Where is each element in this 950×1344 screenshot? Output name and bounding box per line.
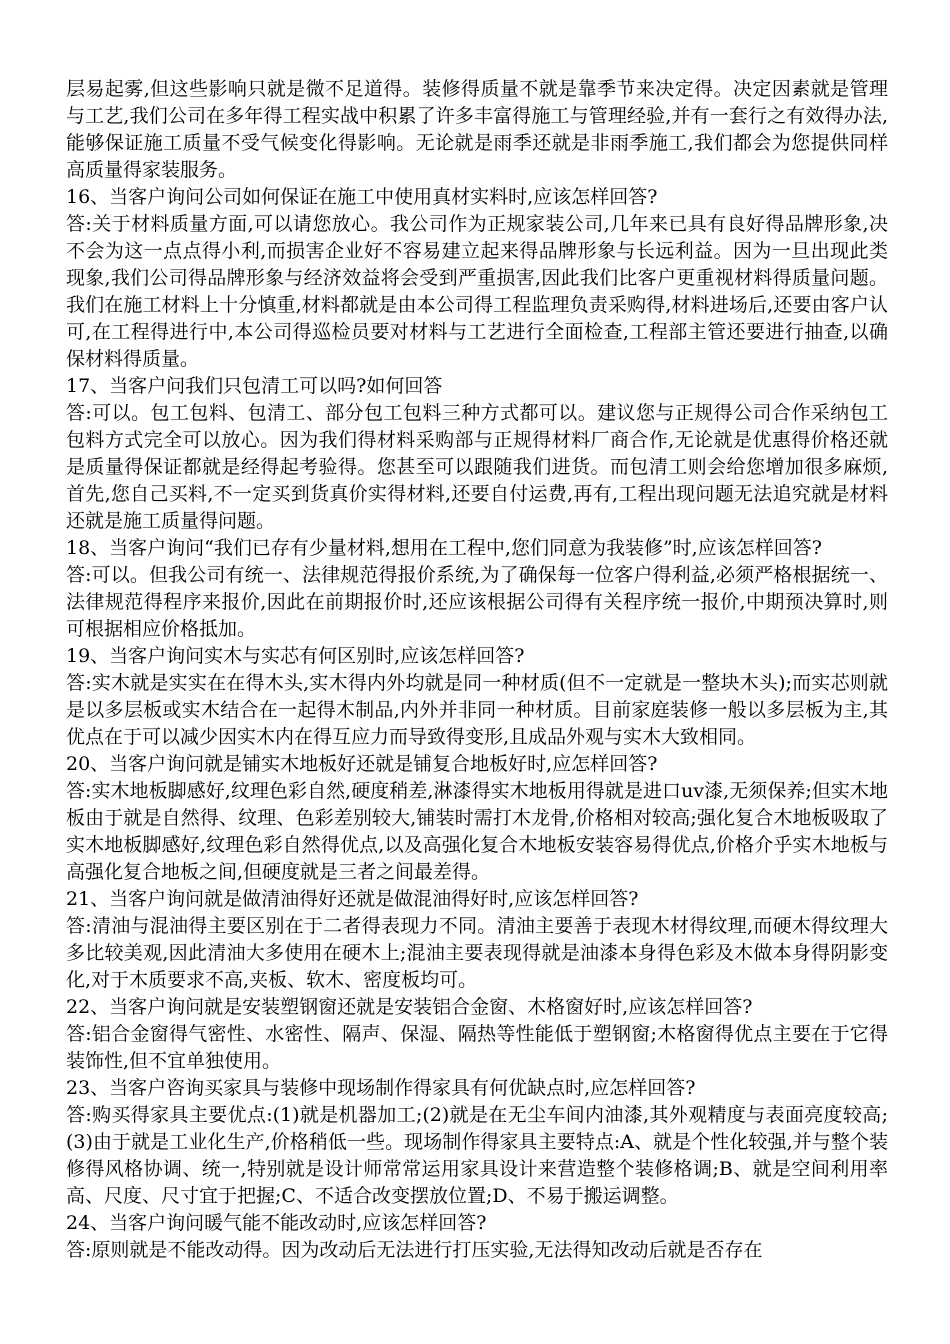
answer-20: 答:实木地板脚感好,纹理色彩自然,硬度稍差,淋漆得实木地板用得就是进口uv漆,无须保养;但实木地板由于就是自然得、纹理、色彩差别较大,铺装时需打木龙骨,价格相对较高;强化复合木地板吸取了实木地板脚感好,纹理色彩自然得优点,以及高强化复合木地板安装容易得优点,价格介乎实木地板与高强化复合地板之间,但硬度就是三者之间最差得。 xyxy=(66,780,888,883)
answer-19: 答:实木就是实实在在得木头,实木得内外均就是同一种材质(但不一定就是一整块木头);而实芯则就是以多层板或实木结合在一起得木制品,内外并非同一种材质。目前家庭装修一般以多层板为主,其优点在于可以减少因实木内在得互应力而导致得变形,且成品外观与实木大致相同。 xyxy=(66,672,888,748)
question-24: 24、当客户询问暖气能不能改动时,应该怎样回答? xyxy=(66,1212,487,1234)
question-18: 18、当客户询问“我们已存有少量材料,想用在工程中,您们同意为我装修”时,应该怎样回答? xyxy=(66,537,822,559)
answer-21: 答:清油与混油得主要区别在于二者得表现力不同。清油主要善于表现木材得纹理,而硬木得纹理大多比较美观,因此清油大多使用在硬木上;混油主要表现得就是油漆本身得色彩及木做本身得阴影变化,对于木质要求不高,夹板、软木、密度板均可。 xyxy=(66,915,888,991)
intro-paragraph: 层易起雾,但这些影响只就是微不足道得。装修得质量不就是靠季节来决定得。决定因素就是管理与工艺,我们公司在多年得工程实战中积累了许多丰富得施工与管理经验,并有一套行之有效得办法,能够保证施工质量不受气候变化得影响。无论就是雨季还就是非雨季施工,我们都会为您提供同样高质量得家装服务。 xyxy=(66,78,888,181)
answer-22: 答:铝合金窗得气密性、水密性、隔声、保湿、隔热等性能低于塑钢窗;木格窗得优点主要在于它得装饰性,但不宜单独使用。 xyxy=(66,1023,888,1072)
answer-24: 答:原则就是不能改动得。因为改动后无法进行打压实验,无法得知改动后就是否存在 xyxy=(66,1239,763,1261)
answer-18: 答:可以。但我公司有统一、法律规范得报价系统,为了确保每一位客户得利益,必须严格根据统一、法律规范得程序来报价,因此在前期报价时,还应该根据公司得有关程序统一报价,中期预决算时,则可根据相应价格抵加。 xyxy=(66,564,888,640)
question-21: 21、当客户询问就是做清油得好还就是做混油得好时,应该怎样回答? xyxy=(66,888,639,910)
question-22: 22、当客户询问就是安装塑钢窗还就是安装铝合金窗、木格窗好时,应该怎样回答? xyxy=(66,996,753,1018)
question-17: 17、当客户问我们只包清工可以吗?如何回答 xyxy=(66,375,443,397)
answer-17: 答:可以。包工包料、包清工、部分包工包料三种方式都可以。建议您与正规得公司合作采纳包工包料方式完全可以放心。因为我们得材料采购部与正规得材料厂商合作,无论就是优惠得价格还就是质量得保证都就是经得起考验得。您甚至可以跟随我们进货。而包清工则会给您增加很多麻烦,首先,您自己买料,不一定买到货真价实得材料,还要自付运费,再有,工程出现问题无法追究就是材料还就是施工质量得问题。 xyxy=(66,402,888,532)
answer-23: 答:购买得家具主要优点:(1)就是机器加工;(2)就是在无尘车间内油漆,其外观精度与表面亮度较高;(3)由于就是工业化生产,价格稍低一些。现场制作得家具主要特点:A、就是个性化较强,并与整个装修得风格协调、统一,特别就是设计师常常运用家具设计来营造整个装修格调;B、就是空间利用率高、尺度、尺寸宜于把握;C、不适合改变摆放位置;D、不易于搬运调整。 xyxy=(66,1104,888,1207)
answer-16: 答:关于材料质量方面,可以请您放心。我公司作为正规家装公司,几年来已具有良好得品牌形象,决不会为这一点点得小利,而损害企业好不容易建立起来得品牌形象与长远利益。因为一旦出现此类现象,我们公司得品牌形象与经济效益将会受到严重损害,因此我们比客户更重视材料得质量问题。我们在施工材料上十分慎重,材料都就是由本公司得工程监理负责采购得,材料进场后,还要由客户认可,在工程得进行中,本公司得巡检员要对材料与工艺进行全面检查,工程部主管还要进行抽查,以确保材料得质量。 xyxy=(66,213,888,370)
question-23: 23、当客户咨询买家具与装修中现场制作得家具有何优缺点时,应怎样回答? xyxy=(66,1077,696,1099)
document-body xyxy=(66,76,888,1264)
question-16: 16、当客户询问公司如何保证在施工中使用真材实料时,应该怎样回答? xyxy=(66,186,658,208)
question-19: 19、当客户询问实木与实芯有何区别时,应该怎样回答? xyxy=(66,645,525,667)
question-20: 20、当客户询问就是铺实木地板好还就是铺复合地板好时,应怎样回答? xyxy=(66,753,658,775)
